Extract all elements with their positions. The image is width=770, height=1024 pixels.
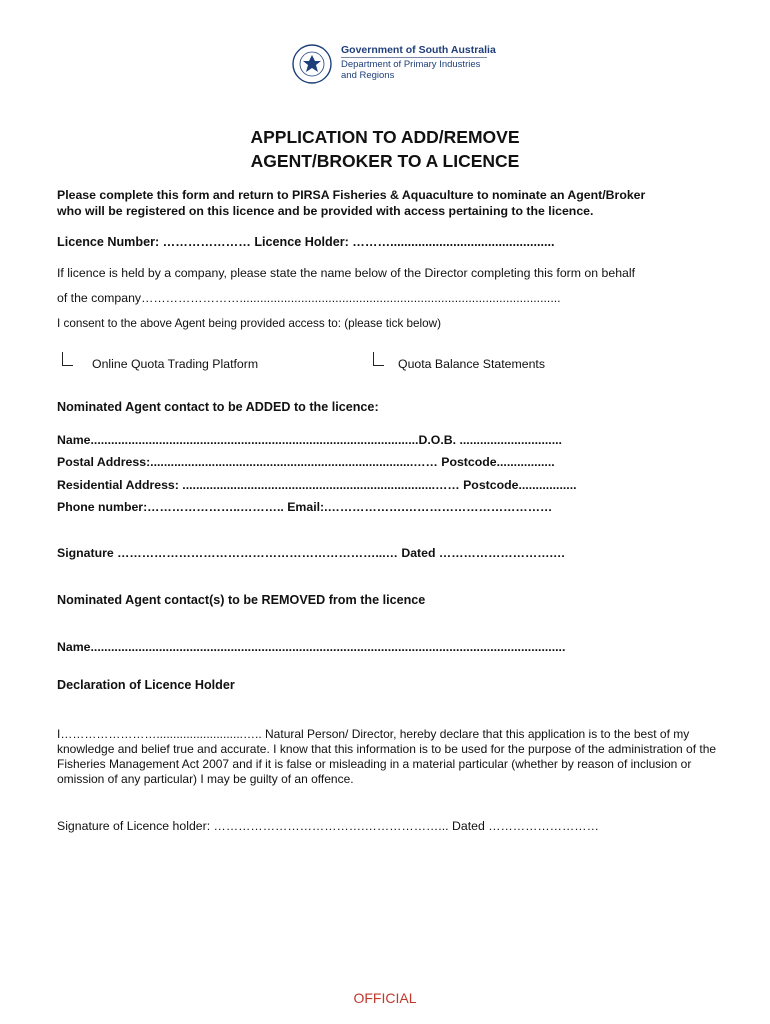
quota-balance-statements-label: Quota Balance Statements — [398, 357, 545, 371]
remove-agent-heading: Nominated Agent contact(s) to be REMOVED from the licence — [57, 593, 426, 607]
government-name: Government of South Australia — [341, 44, 496, 56]
remove-agent-name-field[interactable]: Name........................................................................................................................................... — [57, 640, 566, 654]
phone-email-field[interactable]: Phone number:…………………..……….. Email:.……………….……………………………… — [57, 500, 553, 514]
form-title-line-2: AGENT/BROKER TO A LICENCE — [250, 151, 520, 171]
agent-signature-field[interactable]: Signature ………………………………………………………...… Dated ……………………….… — [57, 546, 566, 560]
online-quota-trading-label: Online Quota Trading Platform — [92, 357, 259, 371]
intro-line-1: Please complete this form and return to PIRSA Fisheries & Aquaculture to nominate an Agent/Broker — [57, 188, 646, 202]
add-agent-heading: Nominated Agent contact to be ADDED to the licence: — [57, 400, 379, 414]
intro-line-2: who will be registered on this licence and be provided with access pertaining to the licence. — [57, 204, 594, 218]
postal-address-field[interactable]: Postal Address:.............................................................................…… Postcode................. — [57, 455, 555, 469]
official-classification-label: OFFICIAL — [353, 990, 417, 1006]
residential-address-field[interactable]: Residential Address: ..........................................................................…… Postcode................. — [57, 478, 577, 492]
department-line-1: Department of Primary Industries — [341, 59, 481, 70]
licence-holder-signature-field[interactable]: Signature of Licence holder: ……………………………….………………... Dated ……………………… — [57, 819, 599, 833]
quota-balance-statements-checkbox[interactable] — [373, 352, 384, 366]
header-divider — [341, 57, 487, 58]
company-director-field[interactable]: of the company…………………….............................................................................................. — [57, 291, 561, 305]
licence-number-holder-field[interactable]: Licence Number: ………………… Licence Holder: ………............................................... — [57, 235, 555, 249]
declaration-text: I……………………..........................….. Natural Person/ Director, hereby declare that this application is to the best of my knowledge and belief true and accurate. I know that this information is to be used for the purpose of the administration of the Fisheries Management Act 2007 and if it is false or misleading in a material particular (whether by reason of inclusion or omission of any particular) I may be guilty of an offence. — [57, 727, 717, 786]
form-title-line-1: APPLICATION TO ADD/REMOVE — [250, 127, 520, 147]
department-line-2: and Regions — [341, 69, 395, 81]
sa-government-crest-logo — [292, 44, 332, 84]
company-instruction: If licence is held by a company, please state the name below of the Director completing this form on behalf — [57, 266, 636, 280]
agent-name-dob-field[interactable]: Name................................................................................................D.O.B. .............................. — [57, 433, 562, 447]
online-quota-trading-checkbox[interactable] — [62, 352, 73, 366]
consent-statement: I consent to the above Agent being provided access to: (please tick below) — [57, 317, 441, 330]
declaration-heading: Declaration of Licence Holder — [57, 678, 235, 692]
department-name — [341, 60, 480, 81]
